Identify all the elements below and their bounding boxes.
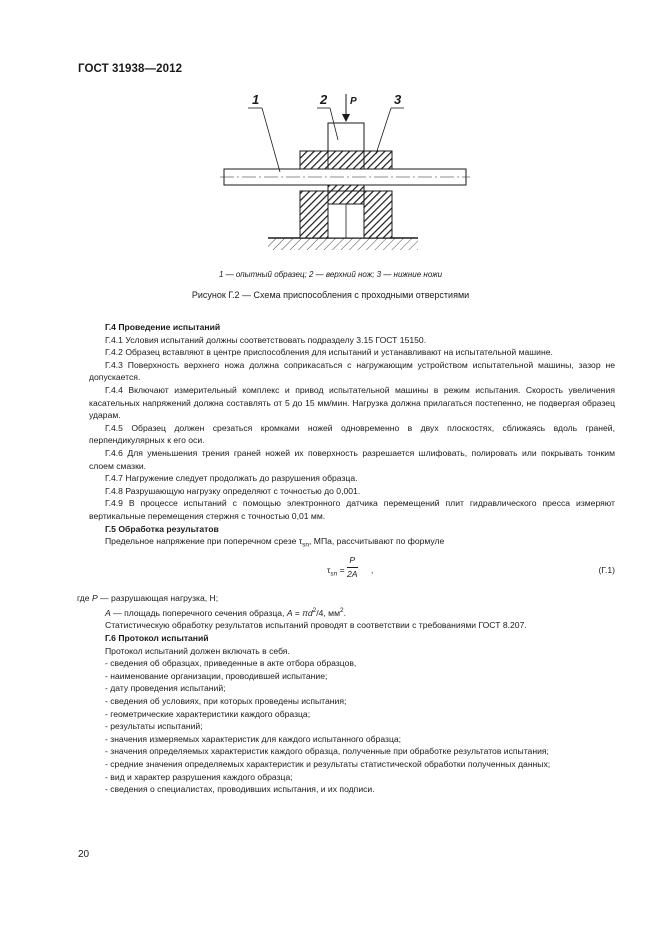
figure-caption: Рисунок Г.2 — Схема приспособления с проходными отверстиями [191, 290, 470, 300]
section-g5-title: Г.5 Обработка результатов [105, 523, 219, 534]
list-item: - результаты испытаний; [105, 721, 203, 732]
list-item: - средние значения определяемых характеристик и результаты статистической обработки полученных данных; [105, 758, 551, 769]
list-item: - вид и характер разрушения каждого образца; [105, 771, 293, 782]
lower-knife-right [364, 191, 392, 238]
formula-g1 [89, 552, 615, 592]
list-item: - геометрические характеристики каждого образца; [105, 708, 311, 719]
collar-left [300, 151, 328, 169]
formula-lhs: $\tau_{sn}$ = [327, 565, 345, 579]
lower-knife-left [300, 191, 328, 238]
list-item: - значения измеряемых характеристик для каждого испытанного образца; [105, 733, 402, 744]
list-item: - дату проведения испытаний; [105, 683, 226, 694]
list-item: - сведения об образцах, приведенные в акте отбора образцов, [105, 658, 357, 669]
formula-fraction [347, 554, 358, 580]
callout-1: 1 [252, 92, 260, 107]
fixture-diagram [214, 88, 476, 262]
paragraph-g4-3: Г.4.3 Поверхность верхнего ножа должна соприкасаться с нагружающим устройством испытательной машины, зазор не допускается. [89, 359, 615, 383]
paragraph-g4-5: Г.4.5 Образец должен срезаться кромками ножей одновременно в двух плоскостях, сближаясь вдоль граней, перпендикулярных к его оси. [89, 422, 615, 446]
lower-centre-bushing [328, 191, 364, 204]
definition-a: A — площадь поперечного сечения образца, $A = \pi d^2/4$, $мм^2$. [105, 607, 347, 618]
formula-number: (Г.1) [598, 565, 615, 576]
upper-knife-blade [328, 151, 364, 169]
definition-p: где P — разрушающая нагрузка, Н; [77, 593, 219, 604]
list-item: - наименование организации, проводившей испытание; [105, 670, 328, 681]
paragraph-g4-7: Г.4.7 Нагружение следует продолжать до разрушения образца. [105, 473, 358, 484]
paragraph-g5-stat: Статистическую обработку результатов испытаний проводят в соответствии с требованиями ГОСТ 8.207. [105, 620, 527, 631]
leader-1 [262, 108, 280, 172]
page-number: 20 [78, 849, 90, 860]
ground-base [268, 238, 418, 250]
paragraph-g4-6: Г.4.6 Для уменьшения трения граней ножей их поверхность разрешается шлифовать, полировать или покрывать тонким слоем смазки. [89, 447, 615, 471]
document-body [77, 321, 615, 796]
load-arrow-head [342, 114, 350, 122]
formula-numerator: P [347, 554, 358, 568]
paragraph-g4-8: Г.4.8 Разрушающую нагрузку определяют с точностью до 0,001. [105, 485, 361, 496]
rod-section-lower [328, 185, 364, 191]
section-g4-title: Г.4 Проведение испытаний [105, 322, 221, 332]
callout-2: 2 [320, 92, 328, 107]
collar-right [364, 151, 392, 169]
leader-3 [376, 108, 391, 154]
paragraph-g4-4: Г.4.4 Включают измерительный комплекс и привод испытательной машины в режим испытания. Скорость увеличения касательных напряжений должна составлять от 5 до 15 мм/мин. Нагрузка должна прилагаться постепенно, не подвергая образец ударам. [89, 384, 615, 421]
formula-comma: , [371, 565, 374, 576]
formula-denominator: 2A [347, 569, 358, 579]
protocol-list [89, 657, 615, 796]
list-item: - значения определяемых характеристик каждого образца, полученные при обработке результатов испытания; [105, 746, 549, 757]
list-item: - сведения об условиях, при которых проведены испытания; [105, 696, 347, 707]
list-item: - сведения о специалистах, проводивших испытания, и их подписи. [105, 784, 375, 795]
section-g6-title: Г.6 Протокол испытаний [105, 633, 209, 644]
document-header: ГОСТ 31938—2012 [78, 63, 183, 75]
paragraph-g4-9: Г.4.9 В процессе испытаний с помощью электронного датчика перемещений плит гидравлического пресса измеряют вертикальные перемещения стержня с точностью 0,01 мм. [89, 498, 615, 521]
paragraph-g4-1: Г.4.1 Условия испытаний должны соответствовать подразделу 3.15 ГОСТ 15150. [105, 334, 427, 345]
upper-knife [328, 123, 364, 151]
callout-3: 3 [394, 92, 402, 107]
paragraph-g4-2: Г.4.2 Образец вставляют в центре приспособления для испытаний и устанавливают на испытательной машине. [105, 347, 553, 358]
paragraph-g6-intro: Протокол испытаний должен включать в себя. [105, 645, 290, 656]
figure-legend: 1 — опытный образец; 2 — верхний нож; 3 — нижние ножи [218, 270, 443, 279]
load-label: P [350, 96, 357, 107]
paragraph-g5-intro: Предельное напряжение при поперечном срезе $\tau_{sn}$, МПа, рассчитывают по формуле [105, 536, 445, 549]
